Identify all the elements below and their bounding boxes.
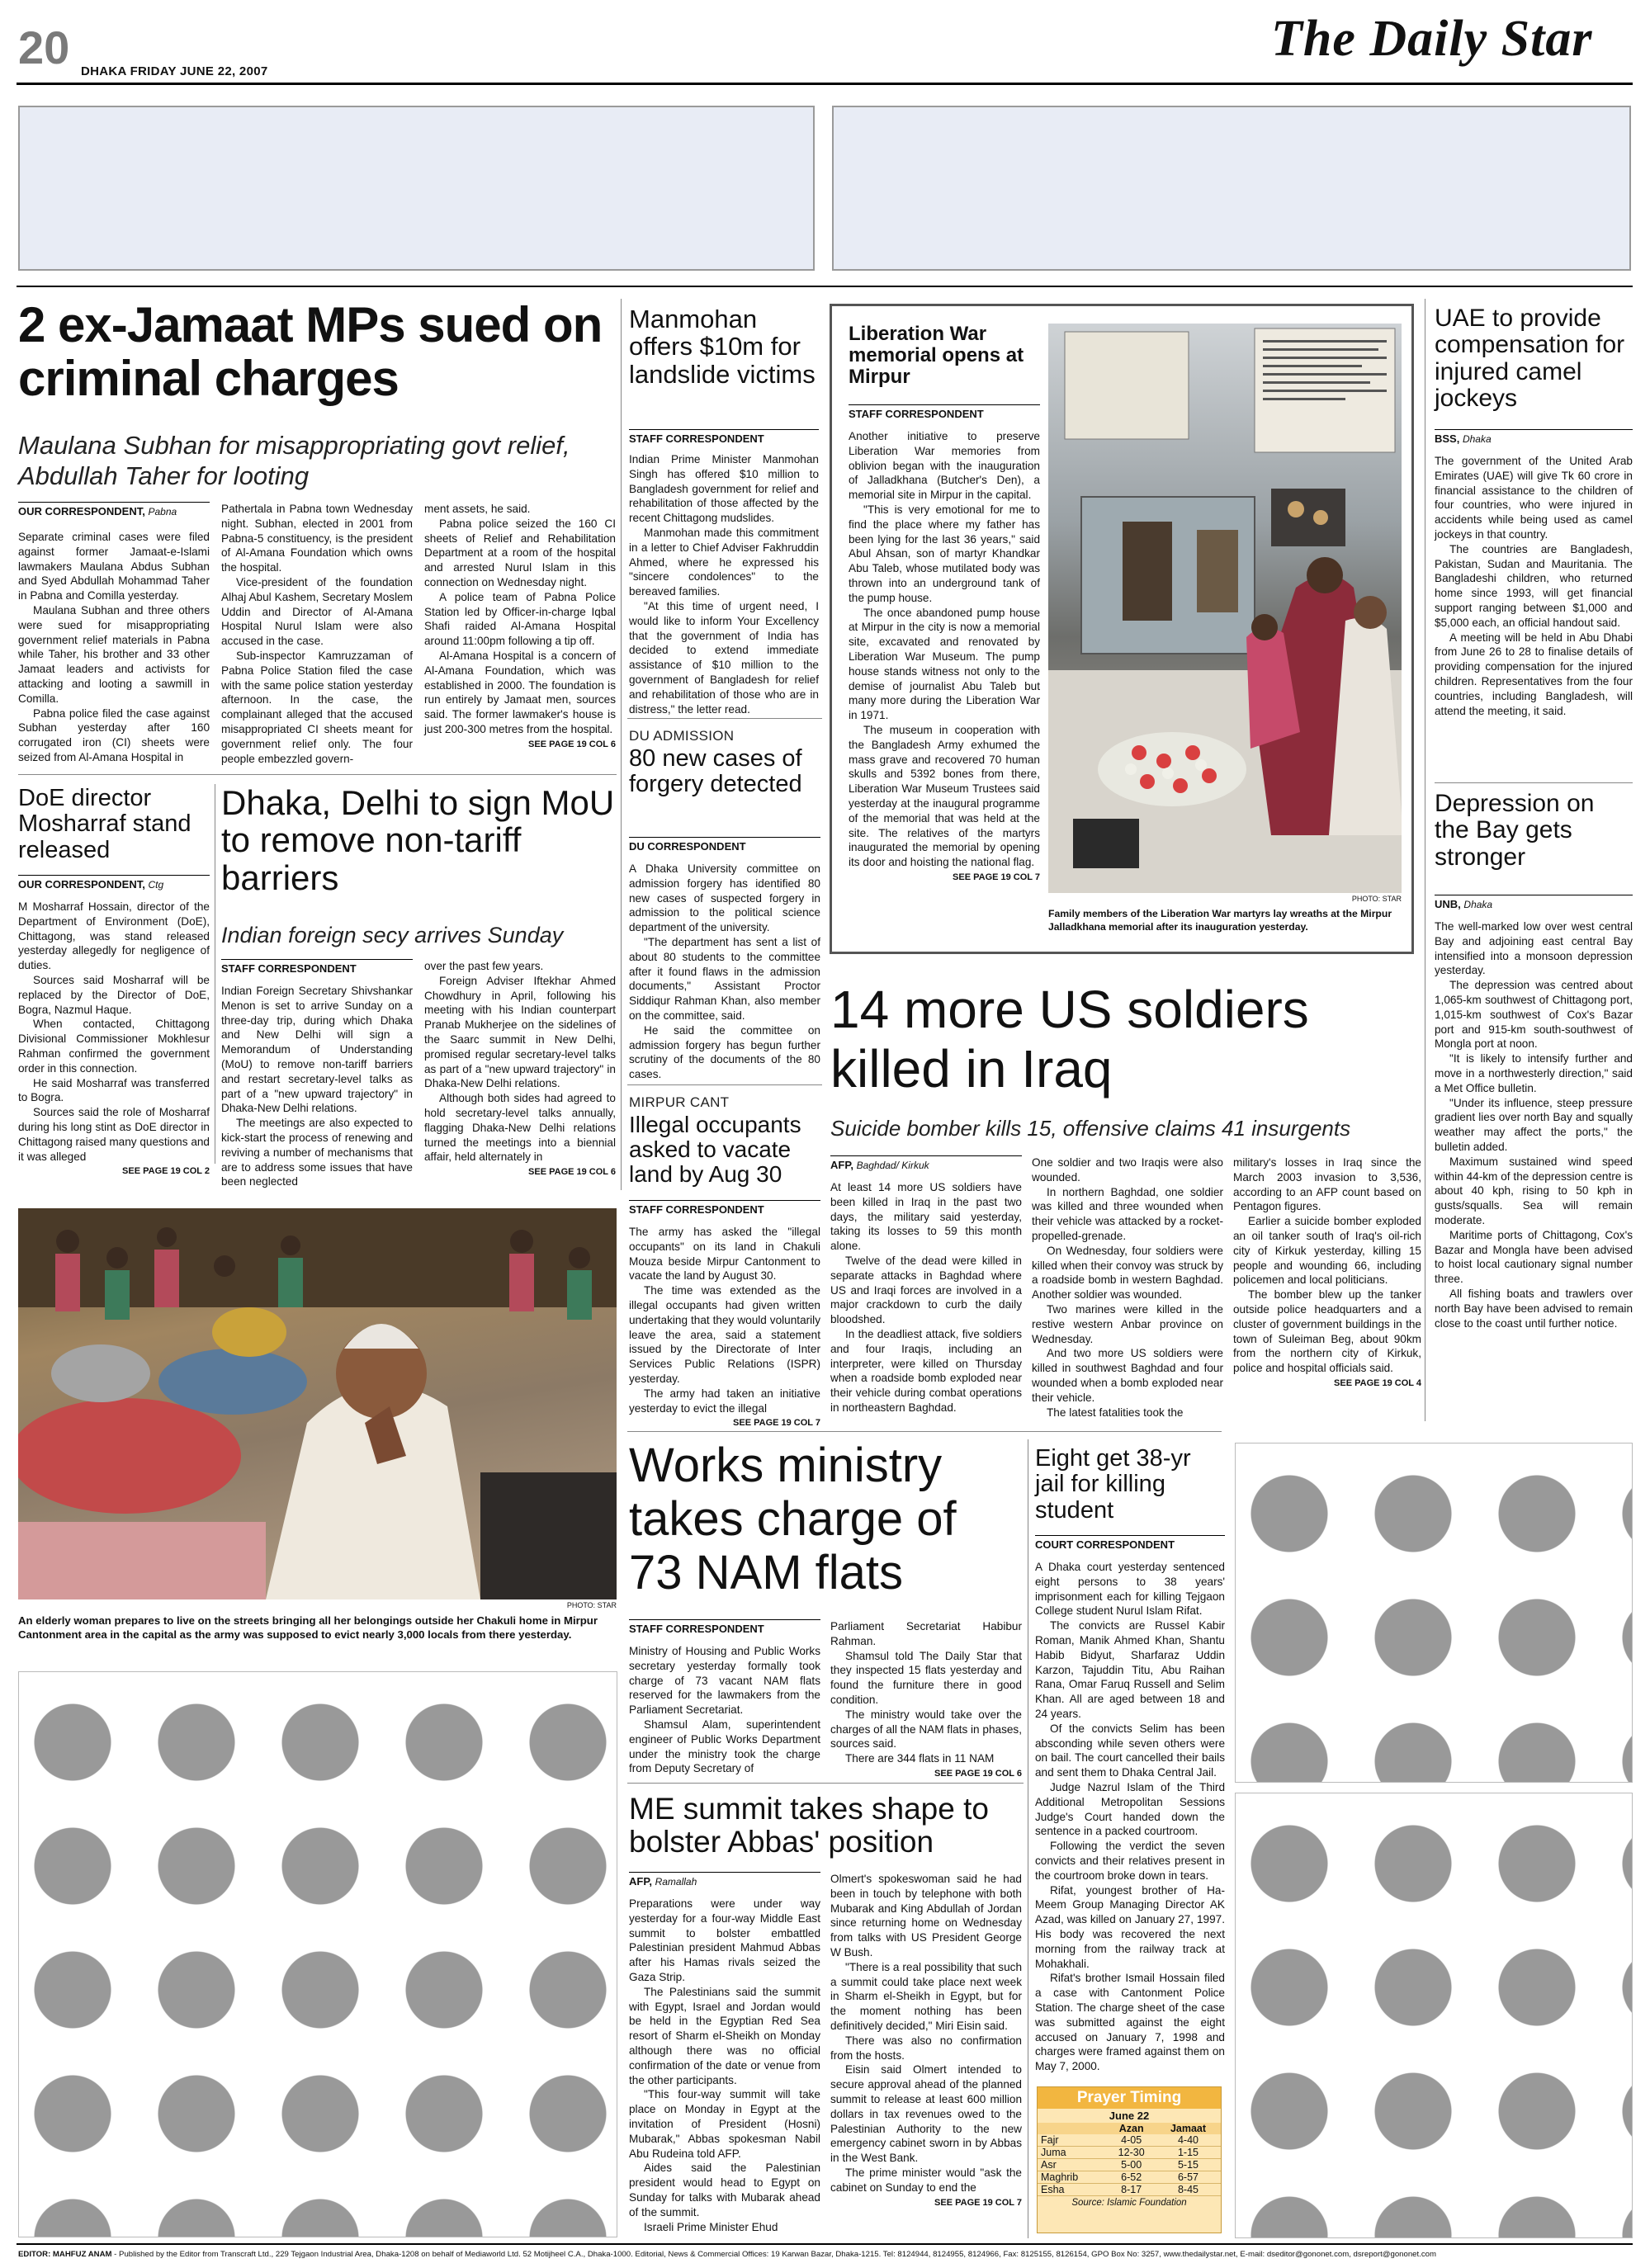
iraq-col3: military's losses in Iraq since the March 2003 invasion to 3,536, according to an AFP count based on Pentagon figures. Earlier a suicide bomber exploded an oil tanker south of Iraq's oil-rich city of Kirkuk yesterday, killing 15 people and wounding 66, including policemen and local politicians. The bomber blew up the tanker outside police headquarters and a cluster of government buildings in the town of Suleiman Beg, about 90km from the northern city of Kirkuk, police and hospital officials said. SEE PAGE 19 COL 4	[1233, 1156, 1421, 1388]
prayer-row: Asr 5-00 5-15	[1038, 2159, 1221, 2171]
works-headline: Works ministry takes charge of 73 NAM flats	[629, 1439, 957, 1599]
uae-byline: BSS, Dhaka	[1435, 429, 1633, 445]
depression-byline: UNB, Dhaka	[1435, 895, 1633, 910]
manmohan-body: Indian Prime Minister Manmohan Singh has offered $10 million to Bangladesh government for relief and rehabilitation of those affected by the recent Chittagong mudslides. Manmohan made this commitment in a letter to Chief Adviser Fakhruddin Ahmed, where he expressed his "sincere condolences" to the bereaved families. "At this time of urgent need, I would like to inform Your Excellency that the government of India has decided to extend immediate assistance of $10 million to the government of Bangladesh for relief and rehabilitation of those who are in distress," the letter read.	[629, 453, 819, 716]
ad-space-dotted-right-top	[1235, 1443, 1633, 1783]
prayer-timing-box	[1037, 2086, 1222, 2233]
liberation-body: Another initiative to preserve Liberation War memories from oblivion began with the inauguration of Jalladkhana (Butcher's Den), a memorial site in Mirpur in the capital. "This is very emotional for me to find the place where my father has been lying for the last 36 years," said Abul Ahsan, son of martyr Khandkar Abu Taleb, whose mutilated body was thrown into an underground tank of the pump house. The once abandoned pump house at Mirpur in the city is now a memorial site, excavated and renovated by Liberation War Museum. The pump house stands witness not only to the demise of journalist Abu Taleb but many more during the Liberation War in 1971. The museum in cooperation with the Bangladesh Army exhumed the mass grave and recovered 70 human skulls and 5392 bones from there, Liberation War Museum Trustees said yesterday at the inaugural programme of the memorial that was held at the site. The relatives of the martyrs inaugurated the memorial by opening its door and hoisting the national flag. SEE PAGE 19 COL 7	[849, 430, 1040, 882]
prayer-table	[1038, 2123, 1221, 2196]
me-col2: Olmert's spokeswoman said he had been in touch by telephone with both Mubarak and King Abdullah of Jordan since returning home on Wednesday from talks with US President George W Bush. "There is a real possibility that such a summit could take place next week in Sharm el-Sheikh in Egypt, but for the moment nothing has been definitively decided," Miri Eisin said. There was also no confirmation from the hosts. Eisin said Olmert intended to secure approval ahead of the planned summit to release at least 600 million dollars in tax revenues owed to the Palestinian Authority to the new emergency cabinet sworn in by Abbas in the West Bank. The prime minister would "ask the cabinet on Sunday to end the SEE PAGE 19 COL 7	[830, 1873, 1022, 2208]
depression-headline: Depression on the Bay gets stronger	[1435, 790, 1595, 871]
footer-imprint: Published by the Editor from Transcraft Ltd., 229 Tejgaon Industrial Area, Dhaka-1208 on behalf of Mediaworld Ltd. 52 Motijheel C.A., Dhaka-1000. Editorial, News & Commercial Offices: 19 Karwan Bazar, Dhaka-1215. Tel: 8124944, 8124955, 8124966, Fax: 8125155, 8126154, GPO Box No: 3257, www.thedailystar.net, E-mail: dseditor@gononet.com, dsreport@gononet.com	[119, 2250, 1436, 2259]
works-continued[interactable]: SEE PAGE 19 COL 6	[934, 1768, 1022, 1779]
works-byline: STAFF CORRESPONDENT	[629, 1619, 820, 1635]
iraq-col2: One soldier and two Iraqis were also wounded. In northern Baghdad, one soldier was killed and three wounded when their vehicle was attacked by a rocket-propelled-grenade. On Wednesday, four soldiers were killed when their convoy was struck by a roadside bomb in western Baghdad. Another soldier was wounded. Two marines were killed in the restive western Anbar province on Wednesday. And two more US soldiers were killed in southwest Baghdad and four wounded when a bomb exploded near their vehicle. The latest fatalities took the	[1032, 1156, 1223, 1419]
eviction-photo	[18, 1208, 617, 1599]
depression-body: The well-marked low over west central Bay and adjoining east central Bay intensified into a monsoon depression yesterday. The depression was centred about 1,065-km southwest of Chittagong port, 1,015-km southwest of Cox's Bazar port and 915-km south-southwest of Mongla port at noon. "It is likely to intensify further and move in a northwesterly direction," said a Met Office bulletin. "Under its influence, steep pressure gradient lies over north Bay and squally weather may affect the ports," the bulletin added. Maximum sustained wind speed within 44-km of the depression centre is about 40 kph, rising to 50 kph in gusts/squalls. Sea will remain moderate. Maritime ports of Chittagong, Cox's Bazar and Mongla have been advised to hoist local cautionary signal number three. All fishing boats and trawlers over north Bay have been advised to remain close to the coast until further notice.	[1435, 920, 1633, 1330]
footer-rule	[17, 2243, 1633, 2245]
jamaat-continued[interactable]: SEE PAGE 19 COL 6	[528, 739, 616, 749]
me-continued[interactable]: SEE PAGE 19 COL 7	[934, 2197, 1022, 2208]
prayer-header-jamaat: Jamaat	[1170, 2123, 1207, 2134]
prayer-row: Fajr 4-05 4-40	[1038, 2134, 1221, 2147]
me-col1: Preparations were under way yesterday for a four-way Middle East summit to bolster embattled Palestinian president Mahmud Abbas after his Hamas rivals seized the Gaza Strip. The Palestinians said the summit with Egypt, Israel and Jordan would be held in the Egyptian Red Sea resort of Sharm el-Sheikh on Monday although there was no official confirmation of the date or venue from the other participants. "This four-way summit will take place on Monday in Egypt at the invitation of President (Hosni) Mubarak," Abbas spokesman Nabil Abu Rudeina told AFP. Aides said the Palestinian president would head to Egypt on Sunday for talks with Mubarak ahead of the summit. Israeli Prime Minister Ehud	[629, 1897, 820, 2233]
prayer-date: June 22	[1109, 2110, 1150, 2122]
du-kicker: DU ADMISSION	[629, 728, 735, 744]
liberation-byline: STAFF CORRESPONDENT	[849, 404, 1040, 420]
eviction-caption: An elderly woman prepares to live on the streets bringing all her belongings outside her Chakuli home in Mirpur Cantonment area in the capital as the army was supposed to evict nearly 3,000 locals from there yesterday.	[18, 1614, 598, 1642]
ad-space-dotted-left	[18, 1671, 617, 2237]
doe-continued[interactable]: SEE PAGE 19 COL 2	[122, 1166, 210, 1177]
manmohan-byline: STAFF CORRESPONDENT	[629, 429, 819, 445]
ad-space-right	[832, 106, 1631, 271]
masthead-rule	[17, 83, 1633, 85]
mou-byline: STAFF CORRESPONDENT	[221, 959, 413, 975]
prayer-row: Juma 12-30 1-15	[1038, 2147, 1221, 2159]
mou-continued[interactable]: SEE PAGE 19 COL 6	[528, 1167, 616, 1178]
works-col1: Ministry of Housing and Public Works secretary yesterday formally took charge of 73 vacant NAM flats reserved for the lawmakers from the Parliament Secretariat. Shamsul Alam, superintendent engineer of Public Works Department under the ministry took the charge from Deputy Secretary of	[629, 1645, 820, 1775]
manmohan-headline: Manmohan offers $10m for landslide victims	[629, 305, 816, 389]
prayer-title: Prayer Timing	[1038, 2087, 1221, 2109]
liberation-photo-credit: PHOTO: STAR	[1351, 895, 1402, 903]
doe-byline: OUR CORRESPONDENT, Ctg	[18, 875, 210, 891]
section-rule	[17, 286, 1633, 287]
iraq-byline: AFP, Baghdad/ Kirkuk	[830, 1155, 1022, 1171]
mirpur-headline: Illegal occupants asked to vacate land by Aug 30	[629, 1112, 801, 1188]
mirpur-continued[interactable]: SEE PAGE 19 COL 7	[733, 1418, 820, 1429]
jamaat-headline: 2 ex-Jamaat MPs sued on criminal charges	[18, 297, 603, 406]
prayer-row: Maghrib 6-52 6-57	[1038, 2171, 1221, 2184]
eviction-photo-credit: PHOTO: STAR	[566, 1601, 617, 1609]
mou-col2: over the past few years. Foreign Adviser Iftekhar Ahmed Chowdhury in April, following his meeting with his Indian counterpart Pranab Mukherjee on the sidelines of the Saarc summit in New Delhi, promised regular secretary-level talks as part of a "new upward trajectory" in Dhaka-New Delhi relations. Although both sides had agreed to hold secretary-level talks annually, flagging Dhaka-New Delhi relations turned the meetings into a biennial affair, held alternately in SEE PAGE 19 COL 6	[424, 960, 616, 1178]
me-headline: ME summit takes shape to bolster Abbas' position	[629, 1792, 989, 1859]
imprint-line: EDITOR: MAHFUZ ANAM - Published by the Editor from Transcraft Ltd., 229 Tejgaon Industrial Area, Dhaka-1208 on behalf of Mediaworld Ltd. 52 Motijheel C.A., Dhaka-1000. Editorial, News & Commercial Offices: 19 Karwan Bazar, Dhaka-1215. Tel: 8124944, 8124955, 8124966, Fax: 8125155, 8126154, GPO Box No: 3257, www.thedailystar.net, E-mail: dseditor@gononet.com, dsreport@gononet.com	[18, 2250, 1436, 2259]
memorial-photo	[1048, 324, 1402, 893]
liberation-caption: Family members of the Liberation War martyrs lay wreaths at the Mirpur Jalladkhana memorial after its inauguration yesterday.	[1048, 908, 1392, 933]
me-byline: AFP, Ramallah	[629, 1872, 820, 1888]
mirpur-kicker: MIRPUR CANT	[629, 1094, 730, 1110]
footer-editor: EDITOR: MAHFUZ ANAM	[18, 2250, 112, 2259]
doe-headline: DoE director Mosharraf stand released	[18, 785, 191, 863]
works-col2: Parliament Secretariat Habibur Rahman. Shamsul told The Daily Star that they inspected 15 flats yesterday and found the furniture there in good condition. The ministry would take over the charges of all the NAM flats in phases, sources said. There are 344 flats in 11 NAM SEE PAGE 19 COL 6	[830, 1620, 1022, 1779]
jamaat-subhead: Maulana Subhan for misappropriating govt relief, Abdullah Taher for looting	[18, 431, 570, 490]
prayer-row: Esha 8-17 8-45	[1038, 2184, 1221, 2196]
mirpur-body: The army has asked the "illegal occupants" on its land in Chakuli Mouza beside Mirpur Cantonment to vacate the land by August 30. The time was extended as the illegal occupants had given written undertaking that they would voluntarily leave the area, said a statement issued by the Directorate of Inter Services Public Relations (ISPR) yesterday. The army had taken an initiative yesterday to evict the illegal SEE PAGE 19 COL 7	[629, 1226, 820, 1429]
uae-body: The government of the United Arab Emirates (UAE) will give Tk 60 crore in financial assistance to the children of four countries, who were injured in accidents while being used as camel jockeys in that country. The countries are Bangladesh, Pakistan, Sudan and Mauritania. The Bangladeshi children, who returned home since 1993, will get financial support ranging between $1,000 and $5,000 each, an official handout said. A meeting will be held in Abu Dhabi from June 26 to 28 to finalise details of providing compensation for the injured children. Representatives from the four countries, including Bangladesh, will attend the meeting, it said.	[1435, 455, 1633, 717]
iraq-subhead: Suicide bomber kills 15, offensive claims 41 insurgents	[830, 1116, 1351, 1141]
jamaat-col1: Separate criminal cases were filed against former Jamaat-e-Islami lawmakers Maulana Abdus Subhan and Syed Abdullah Mohammad Taher in Pabna and Comilla yesterday. Maulana Subhan and three others were sued for misappropriating government relief materials in Pabna while Taher, his brother and 33 other Jamaat leaders and activists for attacking and looting a sawmill in Comilla. Pabna police filed the case against Subhan yesterday after 160 corrugated iron (CI) sheets were seized from Al-Amana Hospital in	[18, 531, 210, 763]
mou-headline: Dhaka, Delhi to sign MoU to remove non-tariff barriers	[221, 783, 615, 897]
page-number: 20	[18, 21, 70, 73]
mou-subhead: Indian foreign secy arrives Sunday	[221, 923, 564, 947]
dateline: DHAKA FRIDAY JUNE 22, 2007	[81, 64, 268, 78]
prayer-header-azan: Azan	[1118, 2123, 1144, 2134]
prayer-header-blank	[1038, 2123, 1107, 2134]
mou-col1: Indian Foreign Secretary Shivshankar Menon is set to arrive Sunday on a three-day trip, during which Dhaka and New Delhi will sign a Memorandum of Understanding (MoU) to remove non-tariff barriers and restart secretary-level talks as part of a "new upward trajectory" in Dhaka-New Delhi relations. The meetings are also expected to kick-start the process of renewing and reviving a number of mechanisms that are to address some issues that have been neglected	[221, 985, 413, 1188]
mirpur-byline: STAFF CORRESPONDENT	[629, 1200, 820, 1216]
iraq-continued[interactable]: SEE PAGE 19 COL 4	[1334, 1377, 1421, 1388]
masthead-logo: The Daily Star	[1271, 11, 1593, 67]
du-headline: 80 new cases of forgery detected	[629, 745, 802, 798]
du-byline: DU CORRESPONDENT	[629, 837, 820, 853]
jamaat-col2: Pathertala in Pabna town Wednesday night. Subhan, elected in 2001 from Pabna-5 constituency, is the president of Al-Amana Foundation which owns the hospital. Vice-president of the foundation Alhaj Abul Kashem, Secretary Moslem Uddin and Director of Al-Amana Hospital Nurul Islam were also accused in the case. Sub-inspector Kamruzzaman of Pabna Police Station filed the case with the same police station yesterday afternoon. In the case, the complainant alleged that the accused misappropriated CI sheets meant for government relief only. The four people embezzled govern-	[221, 503, 413, 765]
iraq-headline: 14 more US soldiers killed in Iraq	[830, 980, 1309, 1099]
liberation-continued[interactable]: SEE PAGE 19 COL 7	[953, 872, 1040, 882]
ad-space-dotted-right-bottom	[1235, 1793, 1633, 2238]
uae-headline: UAE to provide compensation for injured camel jockeys	[1435, 305, 1625, 413]
doe-body: M Mosharraf Hossain, director of the Department of Environment (DoE), Chittagong, was stand released yesterday allegedly for negligence of duties. Sources said Mosharraf will be replaced by the Director of DoE, Bogra, Nazmul Haque. When contacted, Chittagong Divisional Commissioner Mokhlesur Rahman confirmed the government order in this connection. He said Mosharraf was transferred to Bogra. Sources said the role of Mosharraf during his long stint as DoE director in Chittagong raised many questions and it was alleged SEE PAGE 19 COL 2	[18, 900, 210, 1177]
jamaat-col3: ment assets, he said. Pabna police seized the 160 CI sheets of Relief and Rehabilitation Department at a room of the hospital and arrested Nurul Islam in this connection on Wednesday night. A police team of Pabna Police Station led by Officer-in-charge Iqbal Shafi raided Al-Amana Hospital around 11:00pm following a tip off. Al-Amana Hospital is a concern of Al-Amana Foundation, which was established in 2000. The foundation is run entirely by Jamaat men, sources said. The former lawmaker's house is just 200-300 metres from the hospital. SEE PAGE 19 COL 6	[424, 503, 616, 749]
prayer-source: Source: Islamic Foundation	[1071, 2198, 1187, 2208]
eight-body: A Dhaka court yesterday sentenced eight persons to 38 years' imprisonment each for killing Tejgaon College student Nurul Islam Rifat. The convicts are Russel Kabir Roman, Manik Ahmed Khan, Shantu Habib Bidyut, Sharfaraz Uddin Karzon, Tajuddin Titu, Abu Raihan Rana, Omar Faruq Russell and Selim Khan. All are aged between 18 and 24 years. Of the convicts Selim has been absconding while seven others were on bail. The court cancelled their bails and sent them to Dhaka Central Jail. Judge Nazrul Islam of the Third Additional Metropolitan Sessions Judge's Court handed down the sentence in a packed courtroom. Following the verdict the seven convicts and their relatives present in the courtroom broke down in tears. Rifat, youngest brother of Ha-Meem Group Managing Director AK Azad, was killed on January 27, 1997. His body was recovered the next morning from the railway track at Mohakhali. Rifat's brother Ismail Hossain filed a case with Cantonment Police Station. The charge sheet of the case was submitted against the eight accused on January 7, 1998 and charges were framed against them on May 7, 2000.	[1035, 1561, 1225, 2073]
ad-space-left	[18, 106, 815, 271]
jamaat-byline: OUR CORRESPONDENT, Pabna	[18, 502, 210, 517]
eight-byline: COURT CORRESPONDENT	[1035, 1535, 1225, 1551]
liberation-headline: Liberation War memorial opens at Mirpur	[849, 323, 1024, 388]
iraq-col1: At least 14 more US soldiers have been killed in Iraq in the past two days, the military said yesterday, taking its losses to 59 this month alone. Twelve of the dead were killed in separate attacks in Baghdad where US and Iraqi forces are involved in a major crackdown to curb the daily bloodshed. In the deadliest attack, five soldiers and four Iraqis, including an interpreter, were killed on Thursday when a roadside bomb exploded near their vehicle during combat operations in northeastern Baghdad.	[830, 1181, 1022, 1414]
eight-headline: Eight get 38-yr jail for killing student	[1035, 1445, 1191, 1524]
du-body: A Dhaka University committee on admission forgery has identified 80 new cases of suspected forgery in admission to the political science department of the university. "The department has sent a list of about 80 students to the committee after it found flaws in the admission documents," Assistant Proctor Siddiqur Rahman Khan, also member on the committee, said. He said the committee on admission forgery has begun further scrutiny of the documents of the 80 cases.	[629, 862, 820, 1081]
